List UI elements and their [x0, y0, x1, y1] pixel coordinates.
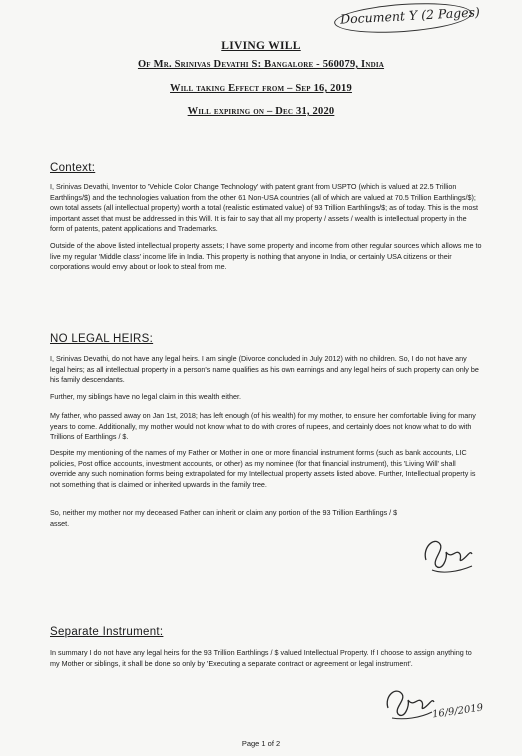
heirs-paragraph: Further, my siblings have no legal claim in this wealth either.	[50, 392, 241, 401]
heirs-paragraph: So, neither my mother nor my deceased Father can inherit or claim any portion of the 93 Trillion Earthlings / $ asset.	[50, 508, 398, 528]
page-number: Page 1 of 2	[241, 739, 281, 748]
signature-scribble-icon	[418, 530, 478, 576]
signature	[382, 682, 438, 727]
heirs-paragraph: My father, who passed away on Jan 1st, 2018; has left enough (of his wealth) for my mother, to ensure her comfortable living for many years to come. Additionally, my mother would not know what to do with crores of rupees, and certainly does not know what to do with Trillions of Earthlings / $.	[50, 411, 476, 442]
heirs-paragraph: I, Srinivas Devathi, do not have any legal heirs. I am single (Divorce concluded in July 2012) with no children. So, I do not have any legal heirs; as all intellectual property in a person's name qualifies as his own earnings and any legal heirs of such property can only be his family descendants.	[50, 354, 479, 385]
signature-date: 16/9/2019	[431, 702, 484, 721]
no-legal-heirs-heading: NO LEGAL HEIRS:	[50, 333, 154, 345]
heirs-paragraph: Despite my mentioning of the names of my Father or Mother in one or more financial instrument forms (such as bank accounts, LIC policies, Post office accounts, investment accounts, or other) as my nominee (for that financial instrument), this 'Living Will' shall override any such nomination forms being extrapolated for my Intellectual property assets listed above. Further, Intellectual property is not something that is claimed or inherited upwards in the family tree.	[50, 448, 476, 489]
context-heading: Context:	[50, 162, 96, 174]
testator-line: Of Mr. Srinivas Devathi S: Bangalore - 560079, India	[137, 59, 385, 70]
separate-instrument-heading: Separate Instrument:	[50, 626, 164, 638]
expiry-date-line: Will expiring on – Dec 31, 2020	[187, 106, 335, 117]
document-annotation: Document Y (2 Pages)	[339, 4, 481, 27]
separate-instrument-paragraph: In summary I do not have any legal heirs for the 93 Trillion Earthlings / $ valued Intellectual Property. If I choose to assign anything to my Mother or siblings, it shall be done so only by 'Executing a separate contract or agreement or legal instrument'.	[50, 648, 472, 668]
context-paragraph: Outside of the above listed intellectual property assets; I have some property and income from other regular sources which allows me to live my regular 'Middle class' income life in India. This property is nothing that anyone in India, or certainly USA citizens or their corporations would envy about or look to steal from me.	[50, 241, 482, 272]
document-title: LIVING WILL	[221, 40, 301, 52]
effective-date-line: Will taking Effect from – Sep 16, 2019	[170, 83, 352, 94]
signature	[418, 530, 478, 581]
signature-scribble-icon	[382, 682, 438, 722]
context-paragraph: I, Srinivas Devathi, Inventor to 'Vehicle Color Change Technology' with patent grant from USPTO (which is valued at 22.5 Trillion Earthlings/$) and the technologies valuation from the other 61 Non-USA countries (all of which are valued at 70.5 Trillion Earthlings/$); own total assets (all intellectual property) worth a total (realistic estimated value) of 93 Trillion Earthlings/$; as of today. This is the most important asset that must be addressed in this Will. It is fair to say that all my property / assets / wealth is intellectual property in the form of patents, patent applications and Trademarks.	[50, 182, 478, 234]
